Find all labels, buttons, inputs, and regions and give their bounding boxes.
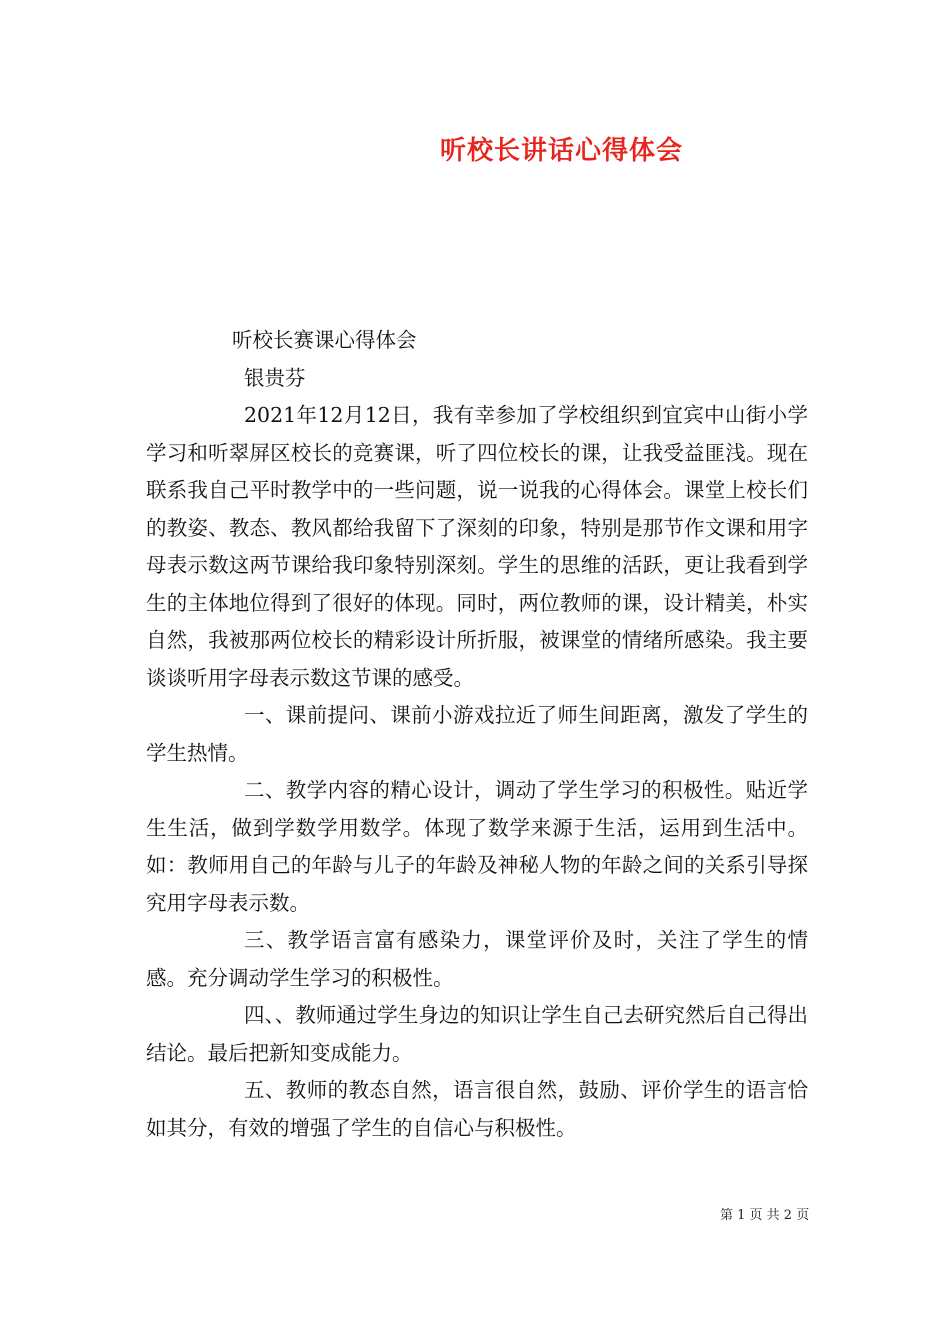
page-number-footer: 第 1 页 共 2 页: [720, 1208, 810, 1223]
paragraph-point-1: 一、课前提问、课前小游戏拉近了师生间距离，激发了学生的学生热情。: [146, 703, 808, 765]
author-name: 银贵芬: [244, 365, 306, 390]
paragraph-point-4: 四、、教师通过学生身边的知识让学生自己去研究然后自己得出结论。最后把新知变成能力。: [146, 1003, 808, 1065]
paragraph-point-2: 二、教学内容的精心设计，调动了学生学习的积极性。贴近学生生活，做到学数学用数学。体现了数学来源于生活，运用到生活中。如：教师用自己的年龄与儿子的年龄及神秘人物的年龄之间的关系引导探究用字母表示数。: [146, 778, 808, 915]
paragraph-point-5: 五、教师的教态自然，语言很自然，鼓励、评价学生的语言恰如其分，有效的增强了学生的自信心与积极性。: [146, 1078, 808, 1140]
paragraph-intro: 2021年12月12日，我有幸参加了学校组织到宜宾中山街小学学习和听翠屏区校长的竞赛课，听了四位校长的课，让我受益匪浅。现在联系我自己平时教学中的一些问题，说一说我的心得体会。课堂上校长们的教姿、教态、教风都给我留下了深刻的印象，特别是那节作文课和用字母表示数这两节课给我印象特别深刻。学生的思维的活跃，更让我看到学生的主体地位得到了很好的体现。同时，两位教师的课，设计精美，朴实自然，我被那两位校长的精彩设计所折服，被课堂的情绪所感染。我主要谈谈听用字母表示数这节课的感受。: [146, 403, 808, 690]
document-body: [146, 322, 808, 1147]
document-title: 听校长讲话心得体会: [440, 136, 684, 166]
paragraph-point-3: 三、教学语言富有感染力，课堂评价及时，关注了学生的情感。充分调动学生学习的积极性。: [146, 928, 808, 990]
document-subtitle: 听校长赛课心得体会: [232, 328, 417, 352]
